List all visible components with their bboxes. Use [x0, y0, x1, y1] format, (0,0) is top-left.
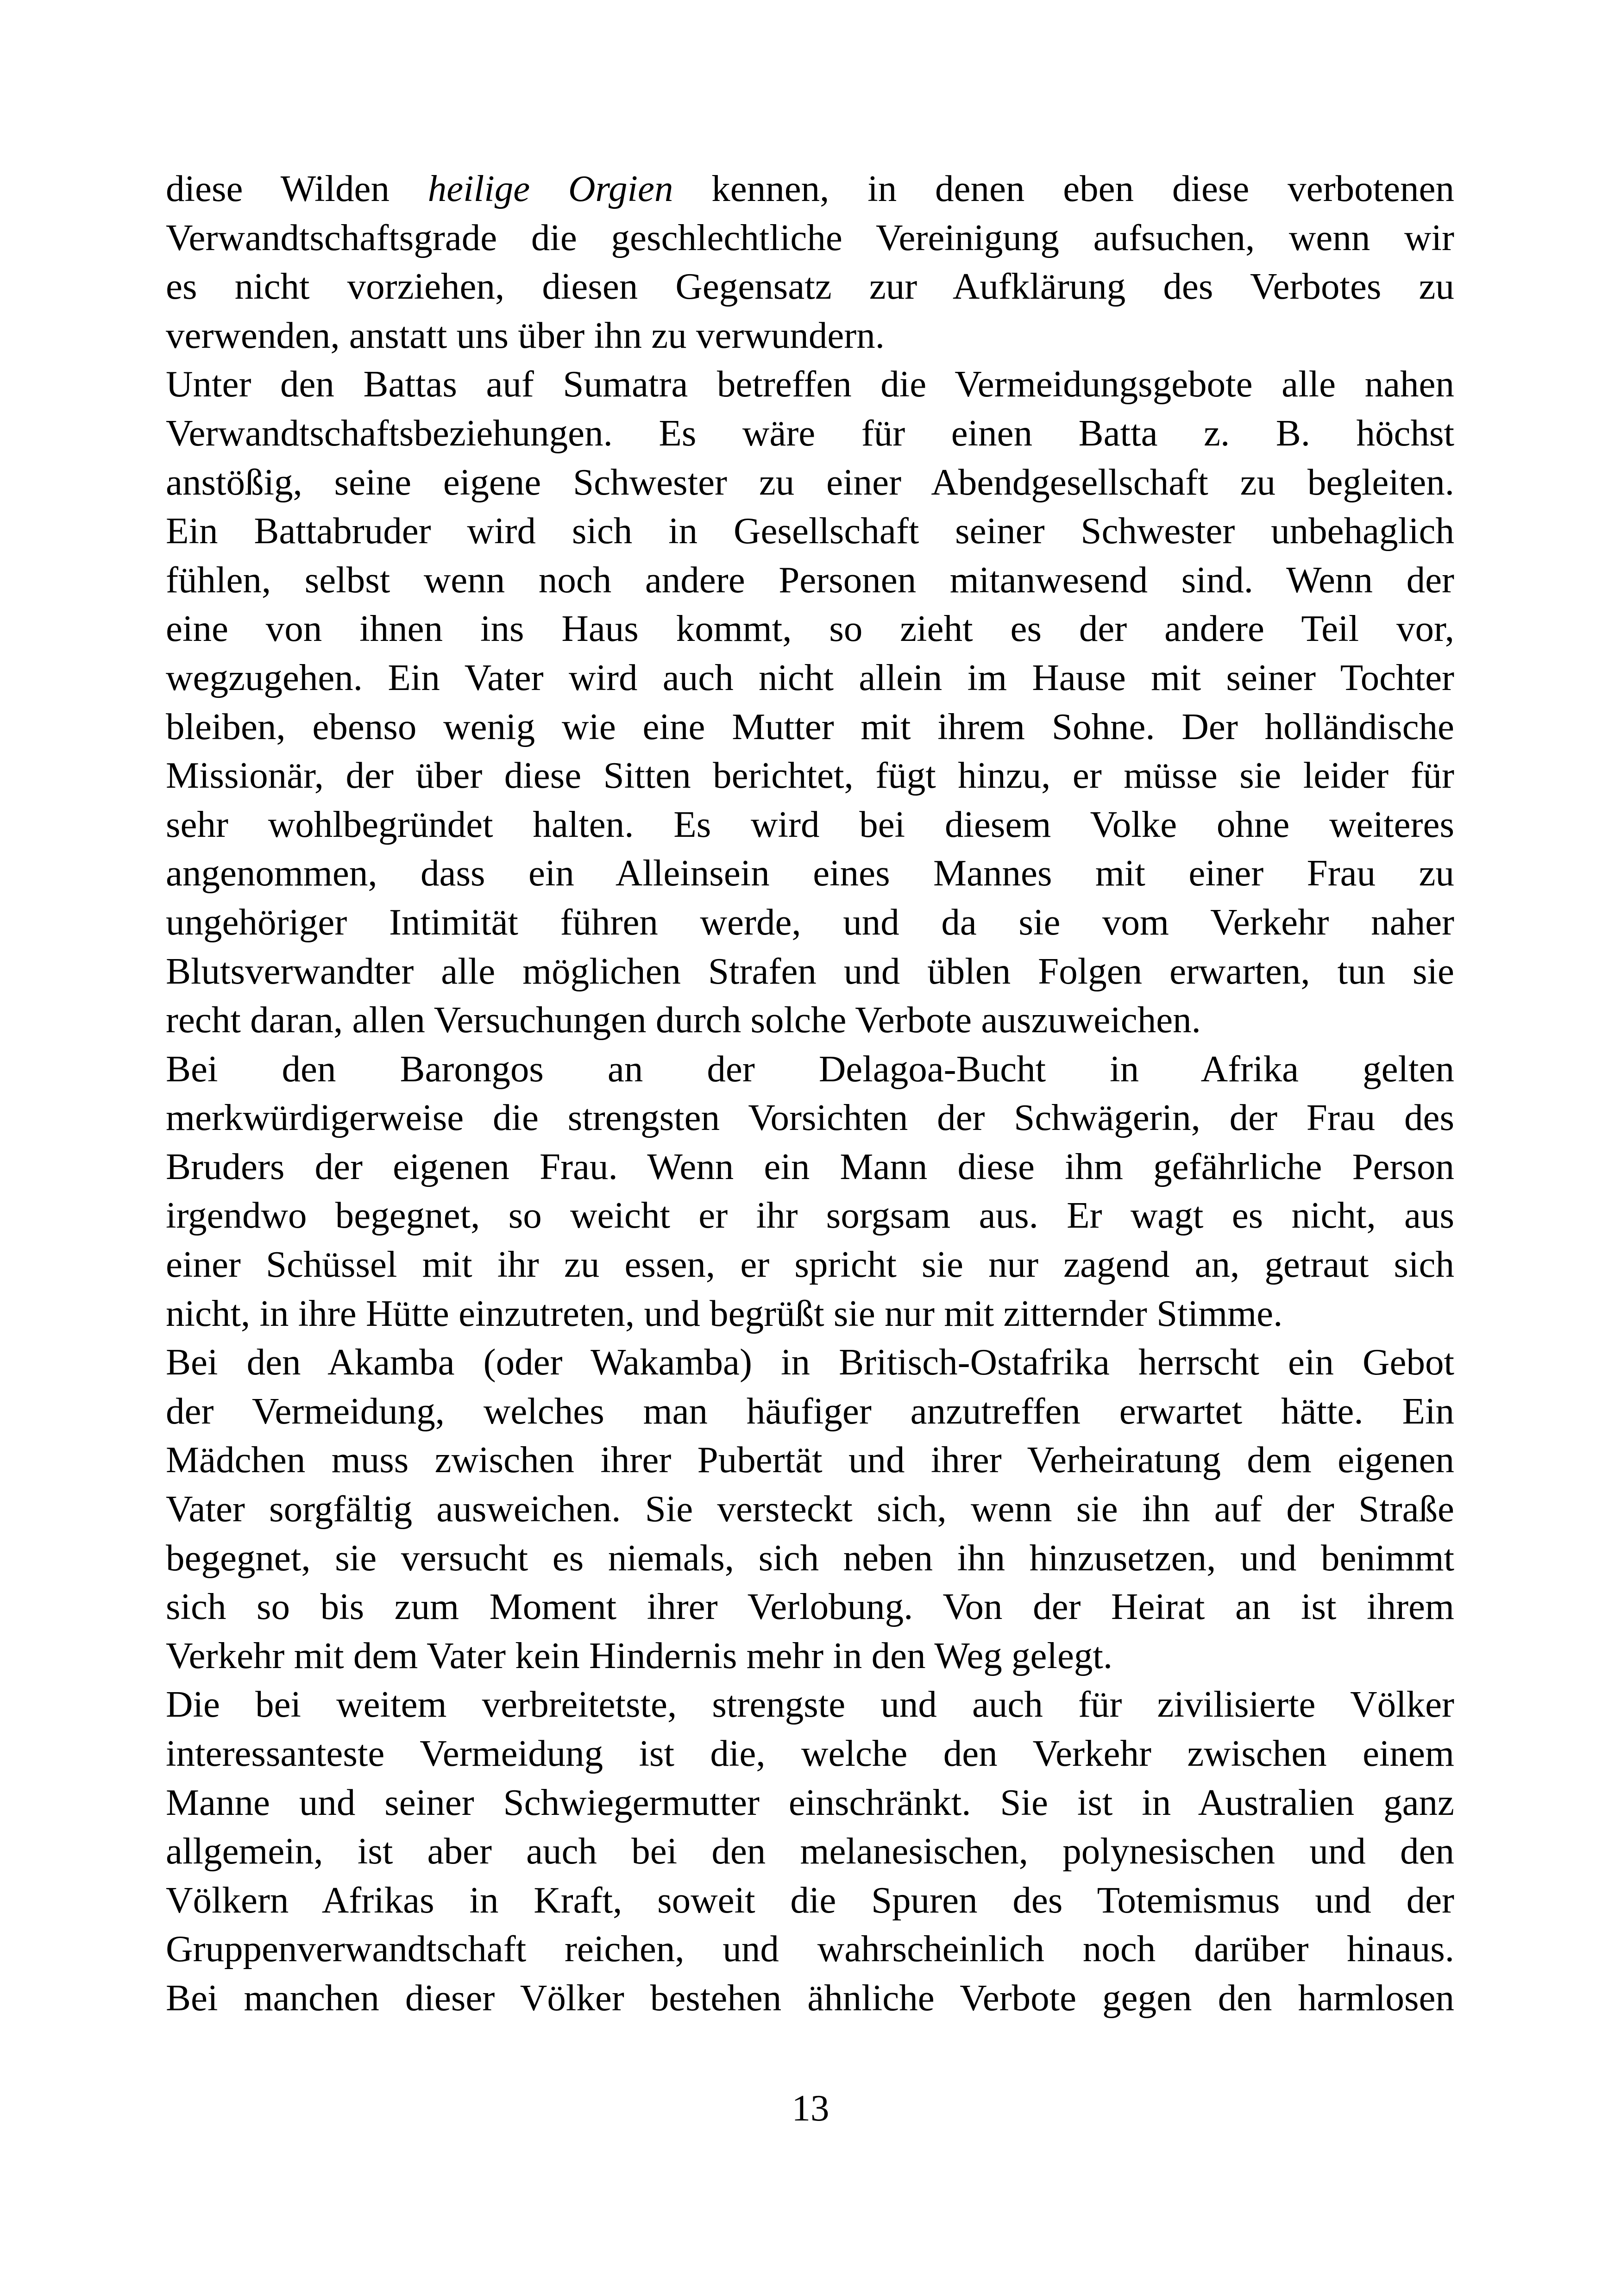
text-line	[166, 311, 1454, 360]
text-segment: recht daran, allen Versuchungen durch solche Verbote auszuweichen.	[166, 999, 1201, 1041]
text-line	[166, 1876, 1454, 1925]
text-line	[166, 1534, 1454, 1583]
text-segment: fühlen, selbst wenn noch andere Personen mitanwesend sind. Wenn der	[166, 558, 1454, 601]
text-segment: Bei den Akamba (oder Wakamba) in Britisch-Ostafrika herrscht ein Gebot	[166, 1341, 1454, 1383]
text-line	[166, 1729, 1454, 1778]
text-line	[166, 1485, 1454, 1534]
text-line	[166, 1631, 1454, 1681]
text-segment: Völkern Afrikas in Kraft, soweit die Spuren des Totemismus und der	[166, 1879, 1454, 1921]
text-line	[166, 947, 1454, 996]
italic-phrase: heilige Orgien	[427, 168, 673, 209]
text-line	[166, 164, 1454, 213]
text-segment: bleiben, ebenso wenig wie eine Mutter mit ihrem Sohne. Der holländische	[166, 705, 1454, 747]
text-line	[166, 1093, 1454, 1142]
text-line	[166, 1142, 1454, 1192]
text-line	[166, 1778, 1454, 1827]
text-line	[166, 1045, 1454, 1094]
text-segment: eine von ihnen ins Haus kommt, so zieht es der andere Teil vor,	[166, 608, 1454, 650]
text-line	[166, 1436, 1454, 1485]
paragraph	[166, 164, 1454, 360]
paragraph	[166, 1680, 1454, 2022]
text-segment: sich so bis zum Moment ihrer Verlobung. Von der Heirat an ist ihrem	[166, 1586, 1454, 1628]
text-segment: Verkehr mit dem Vater kein Hindernis mehr in den Weg gelegt.	[166, 1634, 1113, 1676]
text-segment: es nicht vorziehen, diesen Gegensatz zur Aufklärung des Verbotes zu	[166, 265, 1454, 307]
text-segment: wegzugehen. Ein Vater wird auch nicht allein im Hause mit seiner Tochter	[166, 656, 1454, 698]
text-segment: irgendwo begegnet, so weicht er ihr sorgsam aus. Er wagt es nicht, aus	[166, 1194, 1454, 1236]
text-segment: anstößig, seine eigene Schwester zu einer Abendgesellschaft zu begleiten.	[166, 461, 1454, 503]
text-segment: Verwandtschaftsgrade die geschlechtliche Vereinigung aufsuchen, wenn wir	[166, 216, 1454, 258]
text-segment: angenommen, dass ein Alleinsein eines Mannes mit einer Frau zu	[166, 852, 1454, 894]
text-line	[166, 1827, 1454, 1876]
text-line	[166, 458, 1454, 507]
text-segment: sehr wohlbegründet halten. Es wird bei diesem Volke ohne weiteres	[166, 803, 1454, 845]
text-line	[166, 507, 1454, 556]
text-segment: Gruppenverwandtschaft reichen, und wahrscheinlich noch darüber hinaus.	[166, 1928, 1454, 1970]
text-line	[166, 703, 1454, 752]
text-segment: begegnet, sie versucht es niemals, sich neben ihn hinzusetzen, und benimmt	[166, 1537, 1454, 1579]
text-line	[166, 409, 1454, 458]
text-line	[166, 653, 1454, 703]
text-segment: Unter den Battas auf Sumatra betreffen die Vermeidungsgebote alle nahen	[166, 363, 1454, 405]
text-segment: Verwandtschaftsbeziehungen. Es wäre für einen Batta z. B. höchst	[166, 412, 1454, 454]
text-segment: merkwürdigerweise die strengsten Vorsichten der Schwägerin, der Frau des	[166, 1097, 1454, 1139]
text-line	[166, 1974, 1454, 2023]
text-line	[166, 1191, 1454, 1240]
paragraph	[166, 360, 1454, 1044]
text-segment: Bei manchen dieser Völker bestehen ähnliche Verbote gegen den harmlosen	[166, 1976, 1454, 2019]
text-segment: verwenden, anstatt uns über ihn zu verwundern.	[166, 314, 885, 356]
text-line	[166, 1680, 1454, 1729]
text-line	[166, 1925, 1454, 1974]
paragraph	[166, 1338, 1454, 1680]
text-segment: Vater sorgfältig ausweichen. Sie versteckt sich, wenn sie ihn auf der Straße	[166, 1488, 1454, 1530]
text-segment: allgemein, ist aber auch bei den melanesischen, polynesischen und den	[166, 1830, 1454, 1872]
text-line	[166, 996, 1454, 1045]
text-segment: Mädchen muss zwischen ihrer Pubertät und ihrer Verheiratung dem eigenen	[166, 1439, 1454, 1481]
text-line	[166, 213, 1454, 263]
text-line	[166, 1338, 1454, 1387]
text-segment: der Vermeidung, welches man häufiger anzutreffen erwartet hätte. Ein	[166, 1390, 1454, 1432]
paragraph	[166, 1045, 1454, 1338]
text-segment: kennen, in denen eben diese verbotenen	[673, 168, 1455, 209]
text-segment: Blutsverwandter alle möglichen Strafen und üblen Folgen erwarten, tun sie	[166, 950, 1454, 992]
text-segment: interessanteste Vermeidung ist die, welche den Verkehr zwischen einem	[166, 1732, 1454, 1774]
text-segment: Die bei weitem verbreitetste, strengste und auch für zivilisierte Völker	[166, 1683, 1454, 1725]
text-line	[166, 360, 1454, 409]
text-segment: Missionär, der über diese Sitten berichtet, fügt hinzu, er müsse sie leider für	[166, 754, 1454, 797]
text-segment: Bei den Barongos an der Delagoa-Bucht in Afrika gelten	[166, 1048, 1454, 1090]
text-line	[166, 800, 1454, 849]
text-line	[166, 1289, 1454, 1338]
text-segment: einer Schüssel mit ihr zu essen, er spricht sie nur zagend an, getraut sich	[166, 1243, 1454, 1286]
text-line	[166, 262, 1454, 311]
text-segment: Ein Battabruder wird sich in Gesellschaft seiner Schwester unbehaglich	[166, 510, 1454, 552]
text-segment: Manne und seiner Schwiegermutter einschränkt. Sie ist in Australien ganz	[166, 1781, 1454, 1823]
text-segment: ungehöriger Intimität führen werde, und da sie vom Verkehr naher	[166, 901, 1454, 943]
text-line	[166, 1387, 1454, 1436]
text-segment: diese Wilden	[166, 168, 428, 209]
page-number: 13	[792, 2087, 829, 2129]
text-line	[166, 898, 1454, 947]
body-text	[166, 164, 1454, 2023]
text-line	[166, 604, 1454, 653]
text-line	[166, 556, 1454, 605]
text-line	[166, 751, 1454, 800]
text-line	[166, 1240, 1454, 1289]
text-segment: Bruders der eigenen Frau. Wenn ein Mann diese ihm gefährliche Person	[166, 1145, 1454, 1187]
text-line	[166, 849, 1454, 898]
text-segment: nicht, in ihre Hütte einzutreten, und begrüßt sie nur mit zitternder Stimme.	[166, 1292, 1283, 1334]
text-line	[166, 1582, 1454, 1631]
